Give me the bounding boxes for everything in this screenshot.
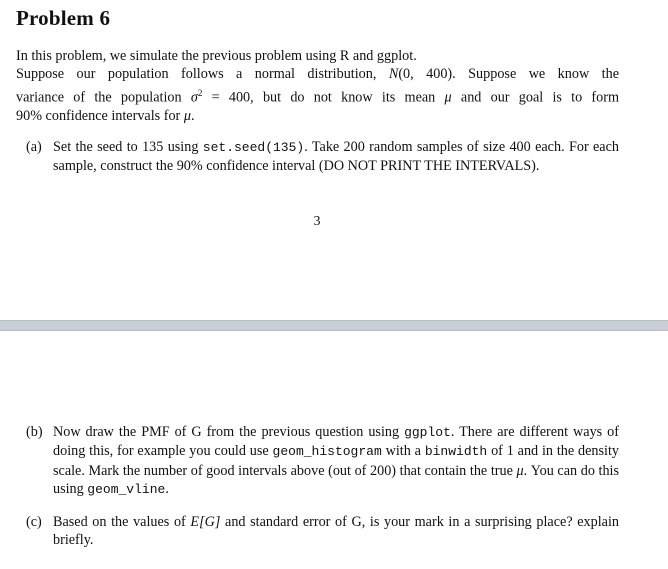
code-ggplot: ggplot xyxy=(404,425,451,440)
intro-line-2: Suppose our population follows a normal distribution, N(0, 400). Suppose we know the xyxy=(16,66,619,83)
intro-line-3: variance of the population $\sigma^2 = 400$, but do not know its mean μ and our goal is to form xyxy=(16,87,620,106)
code-set-seed: set.seed(135) xyxy=(202,140,305,155)
code-geom-histogram: geom_histogram xyxy=(272,444,382,460)
code-binwidth: binwidth xyxy=(424,444,488,460)
problem-intro xyxy=(16,47,619,125)
intro-line-1: In this problem, we simulate the previous problem using R and ggplot. xyxy=(16,48,417,64)
part-a xyxy=(26,138,619,176)
page-number: 3 xyxy=(313,214,321,229)
part-b xyxy=(26,423,619,500)
page-separator xyxy=(0,320,668,331)
part-a-text: Set the seed to 135 using set.seed(135). Take 200 random samples of size 400 each. For each sample, construct the 90% confidence interval (DO NOT PRINT THE INTERVALS). xyxy=(53,139,619,175)
code-geom-vline: geom_vline xyxy=(87,482,166,498)
part-a-label: (a) xyxy=(26,139,42,155)
part-b-label: (b) xyxy=(26,424,43,440)
part-c-label: (c) xyxy=(26,514,42,530)
part-c xyxy=(26,513,619,550)
page-lower xyxy=(0,331,668,569)
intro-line-4: 90% confidence intervals for μ. xyxy=(16,107,195,124)
problem-heading: Problem 6 xyxy=(16,6,111,30)
part-c-text: Based on the values of E[G] and standard error of G, is your mark in a surprising place? explain briefly. xyxy=(53,514,620,549)
part-b-text: Now draw the PMF of G from the previous question using ggplot. There are different ways of doing this, for example you could use geom_histogram with a binwidth of 1 and in the density scale. Mark the number of good intervals above (out of 200) that contain the true μ. You can do this using geom_vline. xyxy=(53,424,620,498)
